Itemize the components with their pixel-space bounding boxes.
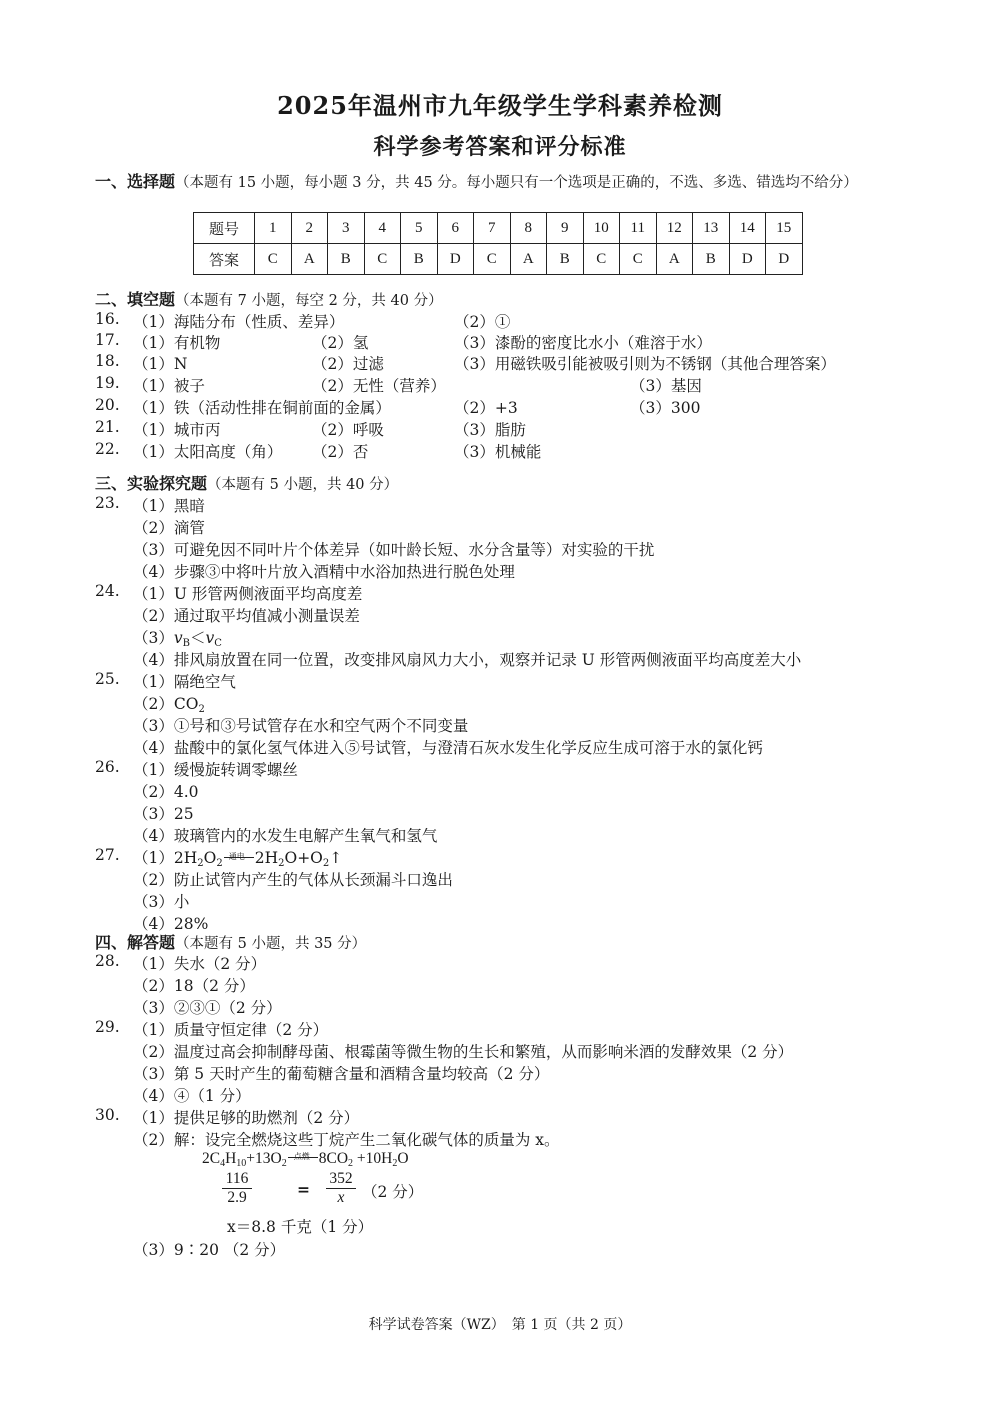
fraction-right xyxy=(326,1170,356,1207)
answer-part: （3）9∶20 （2 分） xyxy=(133,1241,286,1259)
answer-part: （2）+3 xyxy=(454,399,518,417)
answer-part: （1）铁（活动性排在铜前面的金属） xyxy=(133,399,391,417)
answer-cell: B xyxy=(328,244,365,275)
answer-part xyxy=(133,692,205,715)
question-number: 25. xyxy=(95,670,120,688)
question-number-cell: 11 xyxy=(620,213,657,244)
question-number-cell: 14 xyxy=(729,213,766,244)
answer-part: （2）18（2 分） xyxy=(133,977,255,995)
question-number: 28. xyxy=(95,952,120,970)
answer-part: （2）滴管 xyxy=(133,519,205,537)
question-number-cell: 7 xyxy=(474,213,511,244)
question-number: 19. xyxy=(95,374,120,392)
answer-part: （2）否 xyxy=(312,443,369,461)
subscript: 2 xyxy=(281,1158,287,1169)
formula-text: 2C xyxy=(202,1150,221,1167)
chemical-equation xyxy=(133,846,342,869)
answer-part: （3）25 xyxy=(133,805,194,823)
question-number-cell: 8 xyxy=(510,213,547,244)
combustion-equation xyxy=(202,1150,409,1169)
formula-text: O xyxy=(397,1150,409,1167)
question-number: 17. xyxy=(95,331,120,349)
section4-title: 四、解答题 xyxy=(95,933,176,952)
answer-part: （2）过滤 xyxy=(312,355,384,373)
answer-cell: B xyxy=(401,244,438,275)
reaction-condition: 点燃 xyxy=(293,1152,310,1161)
answer-part: （4）步骤③中将叶片放入酒精中水浴加热进行脱色处理 xyxy=(133,563,515,581)
answer-part: （3）第 5 天时产生的葡萄糖含量和酒精含量均较高（2 分） xyxy=(133,1065,550,1083)
result-line: x＝8.8 千克（1 分） xyxy=(227,1218,374,1236)
row-label-question: 题号 xyxy=(194,213,255,244)
answer-part: （4）玻璃管内的水发生电解产生氧气和氢气 xyxy=(133,827,438,845)
question-number-cell: 4 xyxy=(364,213,401,244)
question-number-cell: 12 xyxy=(656,213,693,244)
answer-part: （3）漆酚的密度比水小（难溶于水） xyxy=(454,334,712,352)
formula-text: （1）2H xyxy=(133,849,198,867)
answer-cell: D xyxy=(766,244,803,275)
answer-part: （4）排风扇放置在同一位置，改变排风扇风力大小，观察并记录 U 形管两侧液面平均高度差大小 xyxy=(133,651,802,669)
answer-part: （4）28% xyxy=(133,915,209,933)
answer-cell: B xyxy=(547,244,584,275)
section3-heading xyxy=(95,471,398,494)
less-than: ＜ xyxy=(190,629,206,647)
subscript: 2 xyxy=(392,1158,398,1169)
reaction-condition: 通电 xyxy=(228,852,245,861)
answer-part: （2）呼吸 xyxy=(312,421,384,439)
subscript: B xyxy=(182,638,190,649)
question-number: 26. xyxy=(95,758,120,776)
score-note: （2 分） xyxy=(362,1183,424,1201)
subscript: 2 xyxy=(322,858,330,869)
page-footer: 科学试卷答案（WZ） 第 1 页（共 2 页） xyxy=(368,1317,632,1333)
answer-cell: A xyxy=(656,244,693,275)
section2-heading xyxy=(95,287,443,310)
question-number-cell: 5 xyxy=(401,213,438,244)
answer-part: （1）太阳高度（角） xyxy=(133,443,283,461)
answer-cell: A xyxy=(510,244,547,275)
velocity-symbol: v xyxy=(173,629,183,647)
answer-part: （1）失水（2 分） xyxy=(133,955,267,973)
answer-part: （4）盐酸中的氯化氢气体进入⑤号试管，与澄清石灰水发生化学反应生成可溶于水的氯化钙 xyxy=(133,739,763,757)
row-label-answer: 答案 xyxy=(194,244,255,275)
answer-part: （3）基因 xyxy=(630,377,702,395)
question-number: 29. xyxy=(95,1018,120,1036)
section4-note: （本题有 5 小题，共 35 分） xyxy=(175,936,367,952)
subscript: 2 xyxy=(198,704,205,715)
formula-text: 8CO xyxy=(318,1150,349,1167)
subscript: 2 xyxy=(197,858,204,869)
question-number: 24. xyxy=(95,582,120,600)
subscript: 2 xyxy=(348,1158,354,1169)
answer-part: （3）可避免因不同叶片个体差异（如叶龄长短、水分含量等）对实验的干扰 xyxy=(133,541,655,559)
question-number-cell: 15 xyxy=(766,213,803,244)
question-number-cell: 6 xyxy=(437,213,474,244)
answer-cell: C xyxy=(583,244,620,275)
question-number: 21. xyxy=(95,418,120,436)
answer-part: （2）无性（营养） xyxy=(312,377,446,395)
subscript: 10 xyxy=(236,1158,247,1169)
answer-part: （2）通过取平均值减小测量误差 xyxy=(133,607,360,625)
subscript: 2 xyxy=(278,858,285,869)
fraction-denominator: 2.9 xyxy=(227,1189,247,1206)
answer-part: （1）缓慢旋转调零螺丝 xyxy=(133,761,298,779)
formula-text: O+O xyxy=(284,849,323,867)
question-number-cell: 2 xyxy=(291,213,328,244)
reaction-arrow xyxy=(288,1152,318,1161)
subscript: 2 xyxy=(216,858,223,869)
formula-text: +10H xyxy=(353,1150,393,1167)
velocity-symbol: v xyxy=(205,629,215,647)
question-number: 27. xyxy=(95,846,120,864)
answer-part: （1）隔绝空气 xyxy=(133,673,236,691)
answer-cell: C xyxy=(364,244,401,275)
answer-cell: A xyxy=(291,244,328,275)
section3-note: （本题有 5 小题，共 40 分） xyxy=(207,477,399,493)
section2-note: （本题有 7 小题，每空 2 分，共 40 分） xyxy=(175,293,443,309)
subscript: C xyxy=(214,638,222,649)
answer-part: （1）黑暗 xyxy=(133,497,205,515)
answer-table-question-row xyxy=(194,213,803,244)
answer-part: （3）脂肪 xyxy=(454,421,526,439)
formula-text: O xyxy=(203,849,217,867)
answer-part: （1）N xyxy=(133,355,188,373)
fraction-numerator: 352 xyxy=(326,1170,356,1189)
reaction-arrow xyxy=(224,852,254,861)
fraction-numerator: 116 xyxy=(222,1170,252,1189)
answer-part: （3）300 xyxy=(630,399,701,417)
section2-title: 二、填空题 xyxy=(95,290,176,309)
formula-text: H xyxy=(225,1150,237,1167)
answer-part: （1）提供足够的助燃剂（2 分） xyxy=(133,1109,360,1127)
section3-title: 三、实验探究题 xyxy=(95,474,208,493)
answer-part: （2）防止试管内产生的气体从长颈漏斗口逸出 xyxy=(133,871,453,889)
answer-part: （4）④（1 分） xyxy=(133,1087,251,1105)
section1-title: 一、选择题 xyxy=(95,172,176,191)
question-number-cell: 10 xyxy=(583,213,620,244)
section4-heading xyxy=(95,930,366,953)
page-subtitle: 科学参考答案和评分标准 xyxy=(373,134,627,160)
fraction-left xyxy=(222,1170,252,1207)
answer-part: （3）小 xyxy=(133,893,190,911)
answer-part: （1）质量守恒定律（2 分） xyxy=(133,1021,329,1039)
question-number: 23. xyxy=(95,494,120,512)
answer-part: （1）被子 xyxy=(133,377,205,395)
question-number-cell: 1 xyxy=(255,213,292,244)
question-number: 20. xyxy=(95,396,120,414)
answer-prefix: （3） xyxy=(133,629,174,647)
answer-part: （3）机械能 xyxy=(454,443,542,461)
answer-part: （1）海陆分布（性质、差异） xyxy=(133,313,345,331)
answer-part: （2）温度过高会抑制酵母菌、根霉菌等微生物的生长和繁殖，从而影响米酒的发酵效果（2 分） xyxy=(133,1043,794,1061)
fraction-denominator: x xyxy=(337,1189,345,1206)
answer-cell: B xyxy=(693,244,730,275)
section1-note: （本题有 15 小题，每小题 3 分，共 45 分。每小题只有一个选项是正确的，不选、多选、错选均不给分） xyxy=(175,175,858,191)
gas-arrow-icon: ↑ xyxy=(329,849,343,867)
answer-part: （2）氢 xyxy=(312,334,369,352)
answer-part: （2）① xyxy=(454,313,511,331)
question-number: 22. xyxy=(95,440,120,458)
answer-table-answer-row xyxy=(194,244,803,275)
answer-cell: C xyxy=(255,244,292,275)
equals-sign: = xyxy=(297,1180,310,1199)
subscript: 4 xyxy=(220,1158,226,1169)
answer-cell: D xyxy=(437,244,474,275)
answer-cell: D xyxy=(729,244,766,275)
question-number: 30. xyxy=(95,1106,120,1124)
answer-part: （2）4.0 xyxy=(133,783,199,801)
answer-part: （3）②③①（2 分） xyxy=(133,999,282,1017)
answer-part: （1）城市丙 xyxy=(133,421,221,439)
answer-cell: C xyxy=(474,244,511,275)
answer-part: （1）有机物 xyxy=(133,334,221,352)
answer-part xyxy=(133,626,222,649)
question-number-cell: 3 xyxy=(328,213,365,244)
question-number: 18. xyxy=(95,352,120,370)
formula-text: 2H xyxy=(254,849,279,867)
answer-part: （3）①号和③号试管存在水和空气两个不同变量 xyxy=(133,717,469,735)
question-number-cell: 13 xyxy=(693,213,730,244)
formula-text: +13O xyxy=(246,1150,282,1167)
question-number: 16. xyxy=(95,310,120,328)
answer-part: （2）解：设完全燃烧这些丁烷产生二氧化碳气体的质量为 x。 xyxy=(133,1131,560,1149)
answer-part: （1）U 形管两侧液面平均高度差 xyxy=(133,585,363,603)
answer-part: （3）用磁铁吸引能被吸引则为不锈钢（其他合理答案） xyxy=(454,355,836,373)
section1-heading xyxy=(95,171,915,194)
formula-text: （2）CO xyxy=(133,695,199,713)
page-title: 2025年温州市九年级学生学科素养检测 xyxy=(277,91,723,120)
answer-cell: C xyxy=(620,244,657,275)
answer-table xyxy=(193,212,803,275)
question-number-cell: 9 xyxy=(547,213,584,244)
